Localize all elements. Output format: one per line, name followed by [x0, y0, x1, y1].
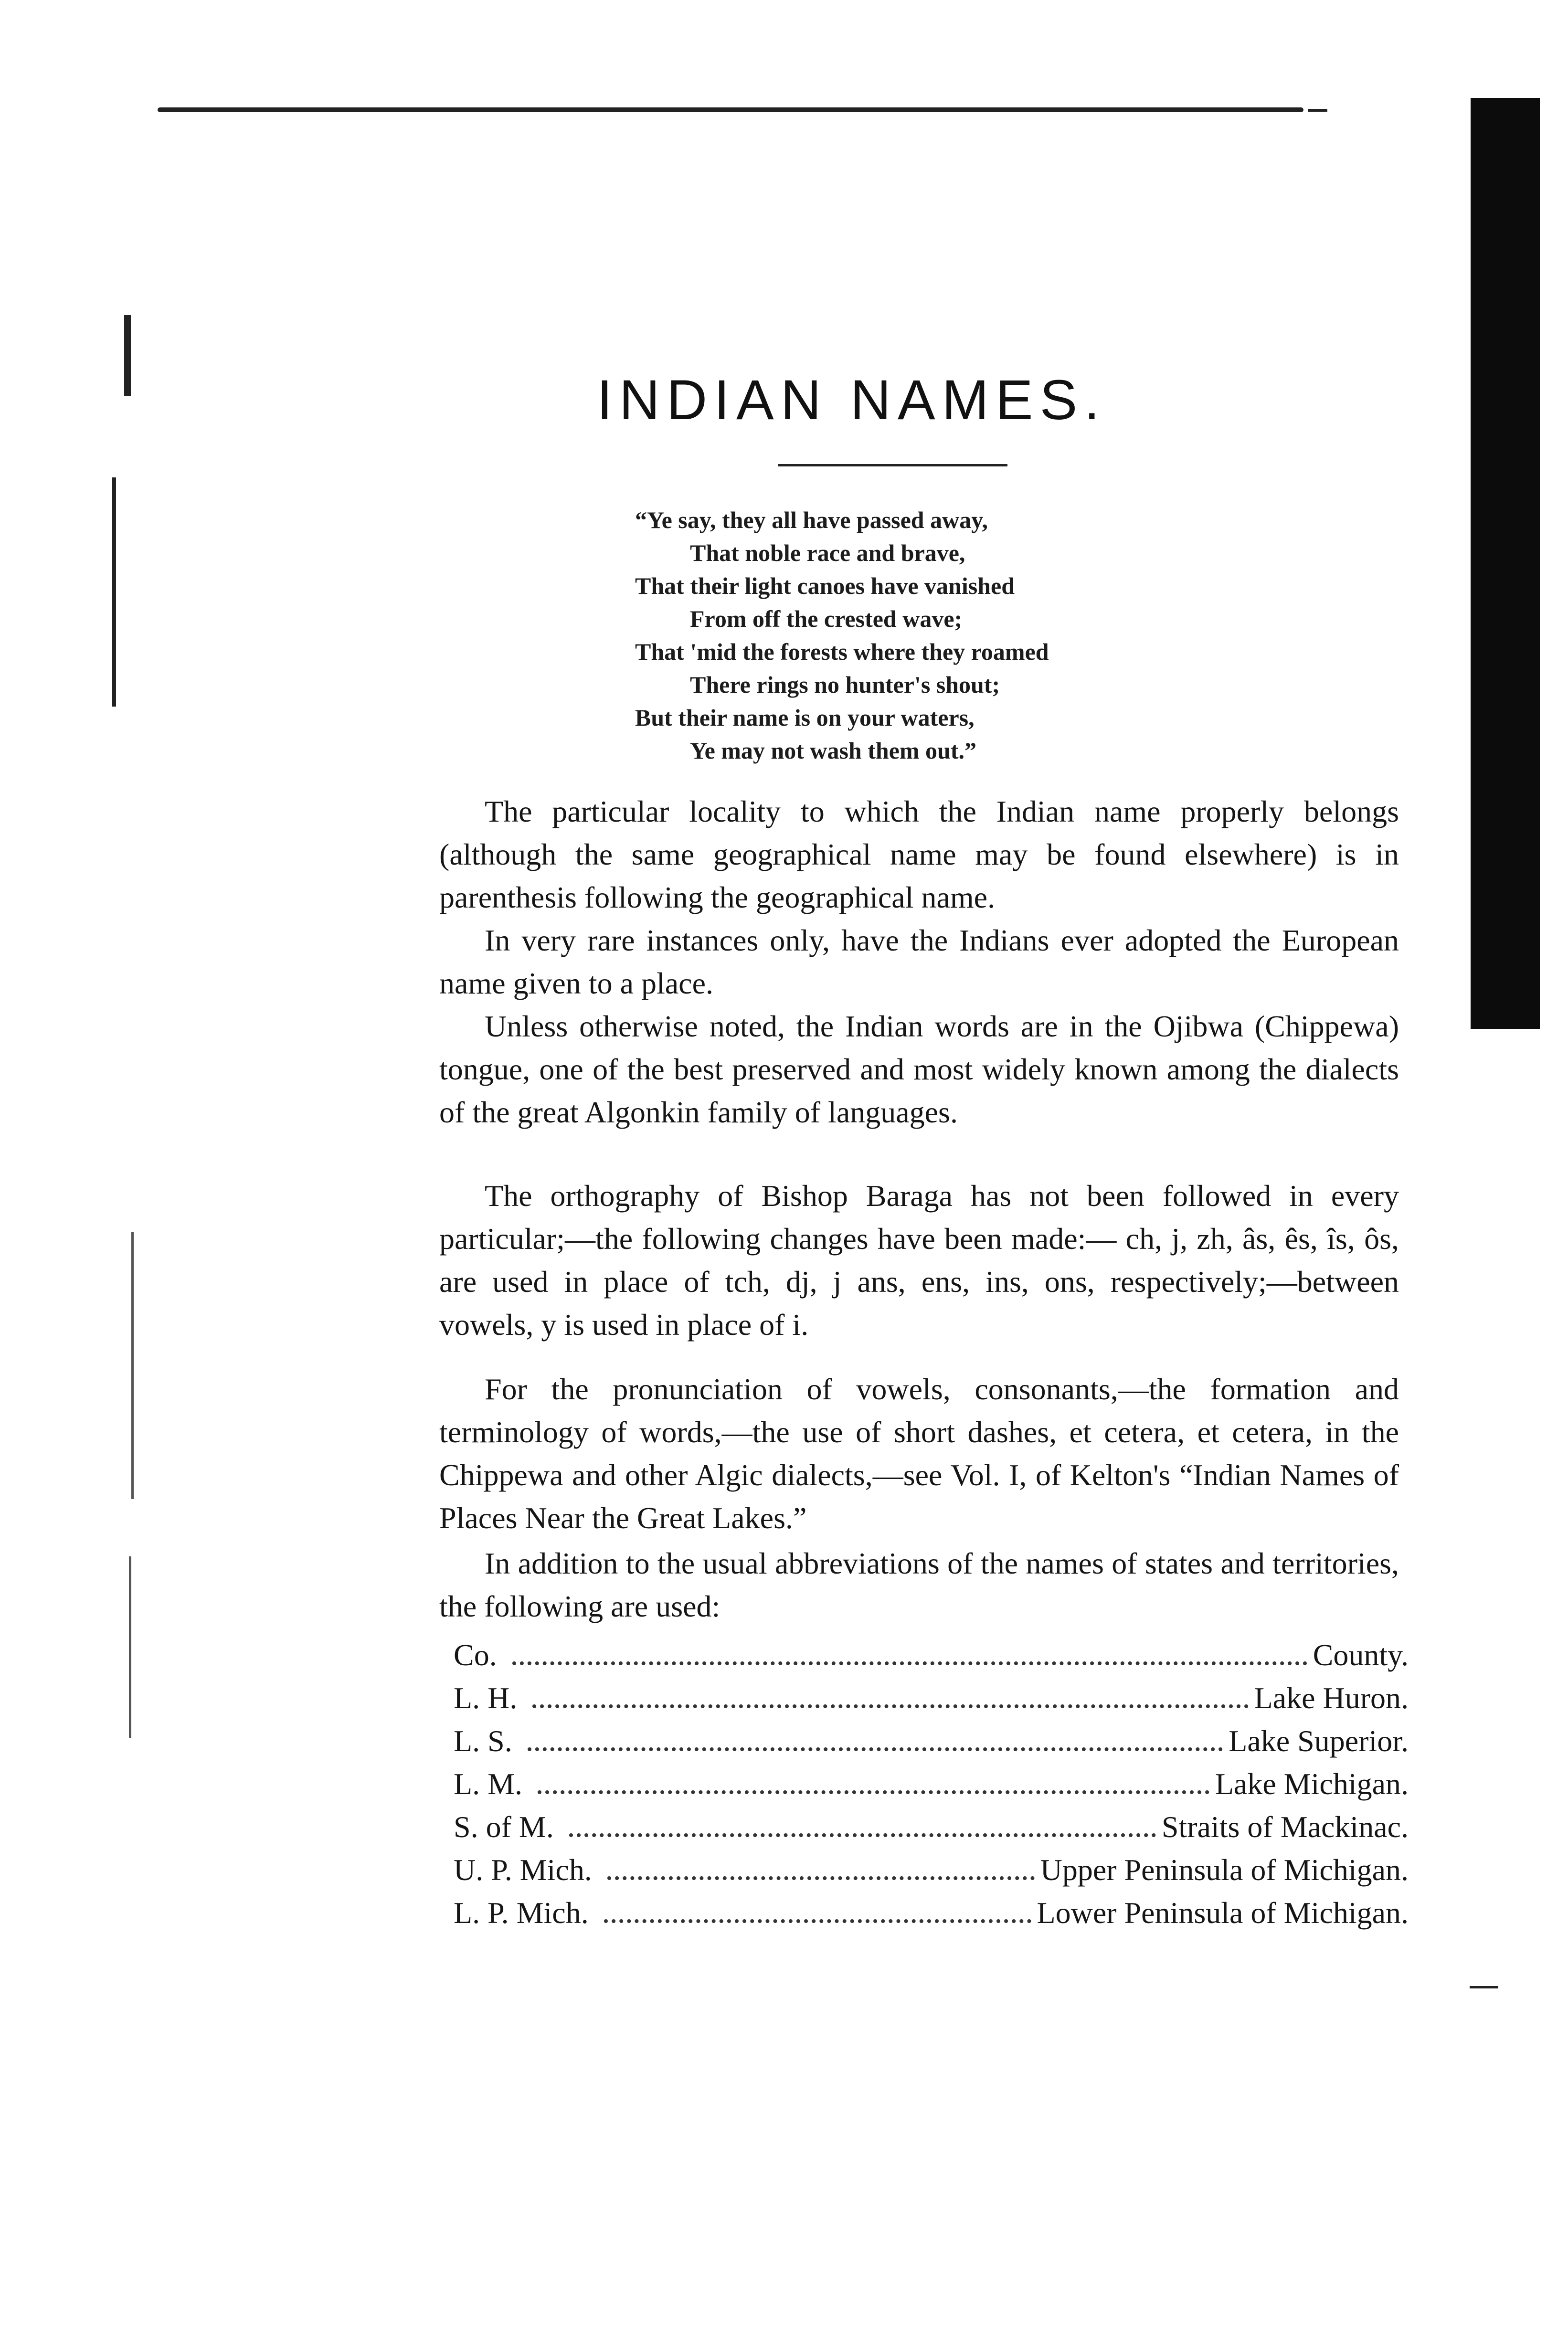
poem-line: But their name is on your waters, [635, 704, 975, 731]
binding-mark [129, 1556, 131, 1738]
dot-leader [538, 1790, 1209, 1794]
poem-line: Ye may not wash them out.” [690, 737, 976, 764]
abbreviation-meaning: Lake Michigan. [1215, 1767, 1409, 1801]
abbreviation: L. H. [454, 1681, 518, 1715]
abbreviation-meaning: County. [1313, 1638, 1409, 1672]
list-item [454, 1723, 1409, 1766]
paragraph-text: For the pronunciation of vowels, consonants,—the formation and terminology of words,—the use of short dashes, et cetera, et cetera, in the Chippewa and other Algic dialects,—see Vol. I, of Kelton's “Indian Names of Places Near the Great Lakes.” [439, 1372, 1399, 1535]
poem-line: From off the crested wave; [690, 605, 963, 632]
poem-line: That noble race and brave, [690, 539, 965, 566]
list-item [454, 1895, 1409, 1938]
poem-line: There rings no hunter's shout; [690, 671, 1000, 698]
paragraph-ojibwa [439, 1005, 1399, 1134]
poem-line: “Ye say, they all have passed away, [635, 507, 988, 533]
paragraph-abbreviations-intro [439, 1542, 1399, 1628]
paragraph-text: The orthography of Bishop Baraga has not been followed in every particular;—the following changes have been made:— ch, j, zh, âs, ês, îs, ôs, are used in place of tch, dj, j ans, ens, ins, ons, respectively;—between vowels, y is used in place of i. [439, 1179, 1399, 1342]
paragraph-text: Unless otherwise noted, the Indian words are in the Ojibwa (Chippewa) tongue, one of the best preserved and most widely known among the dialects of the great Algonkin family of languages. [439, 1009, 1399, 1129]
dot-leader [607, 1876, 1035, 1880]
list-item [454, 1852, 1409, 1895]
abbreviation: S. of M. [454, 1810, 554, 1844]
paragraph-text: In very rare instances only, have the Indians ever adopted the European name given to a place. [439, 923, 1399, 1000]
margin-dash [1470, 1986, 1498, 1988]
top-border-tick [1308, 109, 1327, 112]
poem-line: That 'mid the forests where they roamed [635, 638, 1049, 665]
abbreviation: L. S. [454, 1724, 512, 1758]
paragraph-pronunciation [439, 1368, 1399, 1540]
top-border-rule [158, 107, 1303, 112]
epigraph-poem [635, 504, 1256, 767]
binding-mark [124, 315, 131, 396]
dot-leader [532, 1704, 1248, 1708]
dot-leader [569, 1833, 1156, 1837]
poem-line: That their light canoes have vanished [635, 572, 1015, 599]
abbreviation-meaning: Straits of Mackinac. [1161, 1810, 1409, 1844]
abbreviation: U. P. Mich. [454, 1853, 592, 1887]
list-item [454, 1638, 1409, 1681]
abbreviation: Co. [454, 1638, 497, 1672]
abbreviations-list [454, 1638, 1409, 1938]
list-item [454, 1766, 1409, 1809]
page-title: INDIAN NAMES. [597, 369, 1107, 432]
abbreviation: L. P. Mich. [454, 1896, 589, 1930]
paragraph-orthography [439, 1174, 1399, 1346]
abbreviation-meaning: Lower Peninsula of Michigan. [1037, 1896, 1409, 1930]
binding-mark [112, 477, 116, 707]
dot-leader [512, 1661, 1307, 1665]
paragraph-european-names [439, 919, 1399, 1005]
dot-leader [604, 1919, 1031, 1923]
dot-leader [528, 1747, 1223, 1751]
list-item [454, 1809, 1409, 1852]
paragraph-locality [439, 790, 1399, 919]
abbreviation-meaning: Lake Superior. [1229, 1724, 1409, 1758]
paragraph-text: In addition to the usual abbreviations of the names of states and territories, the following are used: [439, 1546, 1399, 1623]
binding-mark [131, 1232, 134, 1499]
scan-edge-shadow [1471, 98, 1540, 1029]
abbreviation-meaning: Lake Huron. [1254, 1681, 1409, 1715]
abbreviation-meaning: Upper Peninsula of Michigan. [1040, 1853, 1409, 1887]
abbreviation: L. M. [454, 1767, 522, 1801]
list-item [454, 1681, 1409, 1723]
paragraph-text: The particular locality to which the Indian name properly belongs (although the same geographical name may be found elsewhere) is in parenthesis following the geographical name. [439, 794, 1399, 914]
title-divider [778, 464, 1007, 466]
